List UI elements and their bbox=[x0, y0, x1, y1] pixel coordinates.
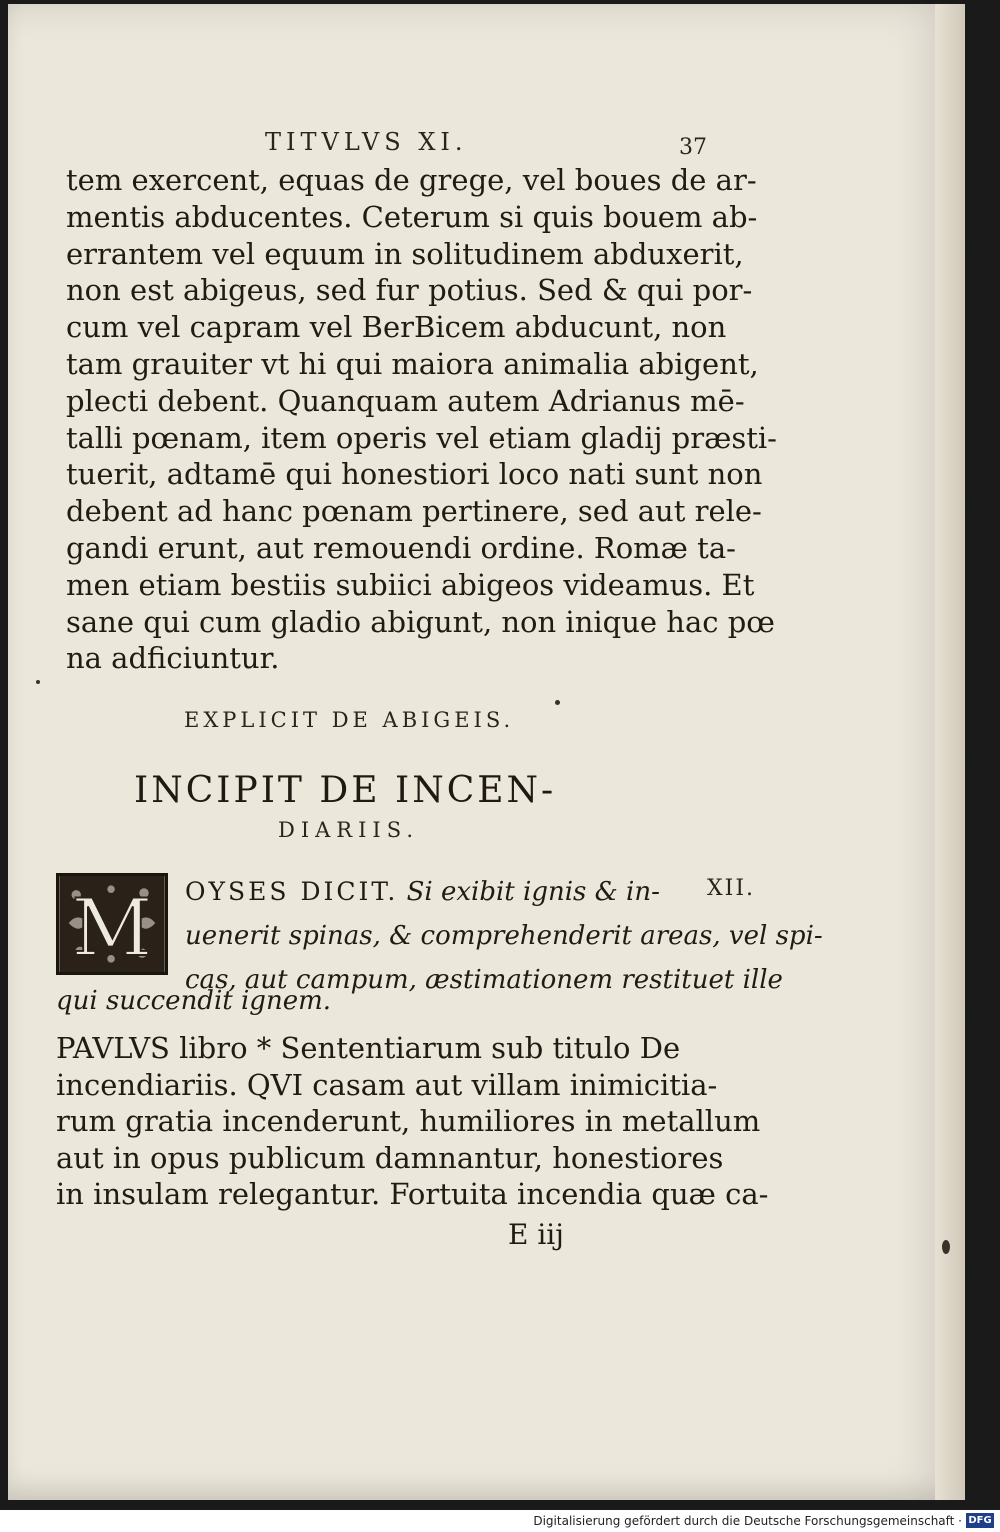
main-paragraph bbox=[66, 162, 777, 677]
ink-speck bbox=[942, 1240, 950, 1254]
incipit-heading: INCIPIT DE INCEN- bbox=[134, 770, 557, 811]
ink-speck bbox=[555, 700, 560, 705]
dropcap-letter: M bbox=[71, 882, 153, 972]
text-line: non est abigeus, sed fur potius. Sed & qui por- bbox=[66, 273, 753, 308]
text-line: aut in opus publicum damnantur, honestiores bbox=[56, 1140, 724, 1175]
text-line: in insulam relegantur. Fortuita incendia quæ ca- bbox=[56, 1177, 769, 1211]
text-line: cum vel capram vel BerBicem abducunt, non bbox=[66, 310, 727, 345]
moyses-caps: OYSES DICIT. bbox=[185, 877, 399, 906]
incipit-heading-continued: DIARIIS. bbox=[278, 818, 420, 842]
text-line: plecti debent. Quanquam autem Adrianus mē- bbox=[66, 383, 745, 418]
paulus-paragraph bbox=[56, 1030, 769, 1213]
text-line: men etiam bestiis subiici abigeos videamus. Et bbox=[66, 567, 755, 602]
text-line: debent ad hanc pœnam pertinere, sed aut rele- bbox=[66, 494, 762, 529]
text-line bbox=[185, 870, 710, 914]
text-line: cas, aut campum, æstimationem restituet ille bbox=[185, 965, 783, 995]
text-line: PAVLVS libro * Sententiarum sub titulo De bbox=[56, 1031, 681, 1065]
decorated-initial bbox=[56, 873, 168, 975]
margin-note: XII. bbox=[707, 876, 756, 901]
explicit-heading: EXPLICIT DE ABIGEIS. bbox=[184, 708, 515, 732]
moyses-last-line: qui succendit ignem. bbox=[56, 986, 331, 1016]
text-line: tem exercent, equas de grege, vel boues de ar- bbox=[66, 163, 757, 197]
running-title: TITVLVS XI. bbox=[265, 128, 468, 156]
footer-credit: Digitalisierung gefördert durch die Deutsche Forschungsgemeinschaft · bbox=[533, 1514, 962, 1528]
text-line: rum gratia incenderunt, humiliores in metallum bbox=[56, 1104, 761, 1138]
text-line: sane qui cum gladio abigunt, non inique hac pœ bbox=[66, 604, 775, 639]
signature-mark: E iij bbox=[508, 1218, 564, 1251]
text-line: mentis abducentes. Ceterum si quis bouem ab- bbox=[66, 199, 758, 234]
text-line: talli pœnam, item operis vel etiam gladij præsti- bbox=[66, 420, 777, 455]
text-line: errantem vel equum in solitudinem abduxerit, bbox=[66, 236, 744, 271]
ink-speck bbox=[36, 680, 40, 684]
text-line: incendiariis. QVI casam aut villam inimicitia- bbox=[56, 1067, 718, 1102]
page-edge bbox=[935, 4, 965, 1500]
text-line: gandi erunt, aut remouendi ordine. Romæ ta- bbox=[66, 530, 736, 565]
text-line: tuerit, adtamē qui honestiori loco nati sunt non bbox=[66, 457, 763, 492]
dfg-logo-icon: DFG bbox=[966, 1513, 994, 1528]
text-line: na adficiuntur. bbox=[66, 641, 280, 676]
folio-number: 37 bbox=[679, 135, 707, 160]
moyses-line1-rest: Si exibit ignis & in- bbox=[398, 877, 660, 907]
text-line: tam grauiter vt hi qui maiora animalia abigent, bbox=[66, 346, 759, 381]
decorated-initial-m-icon bbox=[59, 876, 165, 972]
text-line: uenerit spinas, & comprehenderit areas, vel spi- bbox=[185, 921, 823, 951]
